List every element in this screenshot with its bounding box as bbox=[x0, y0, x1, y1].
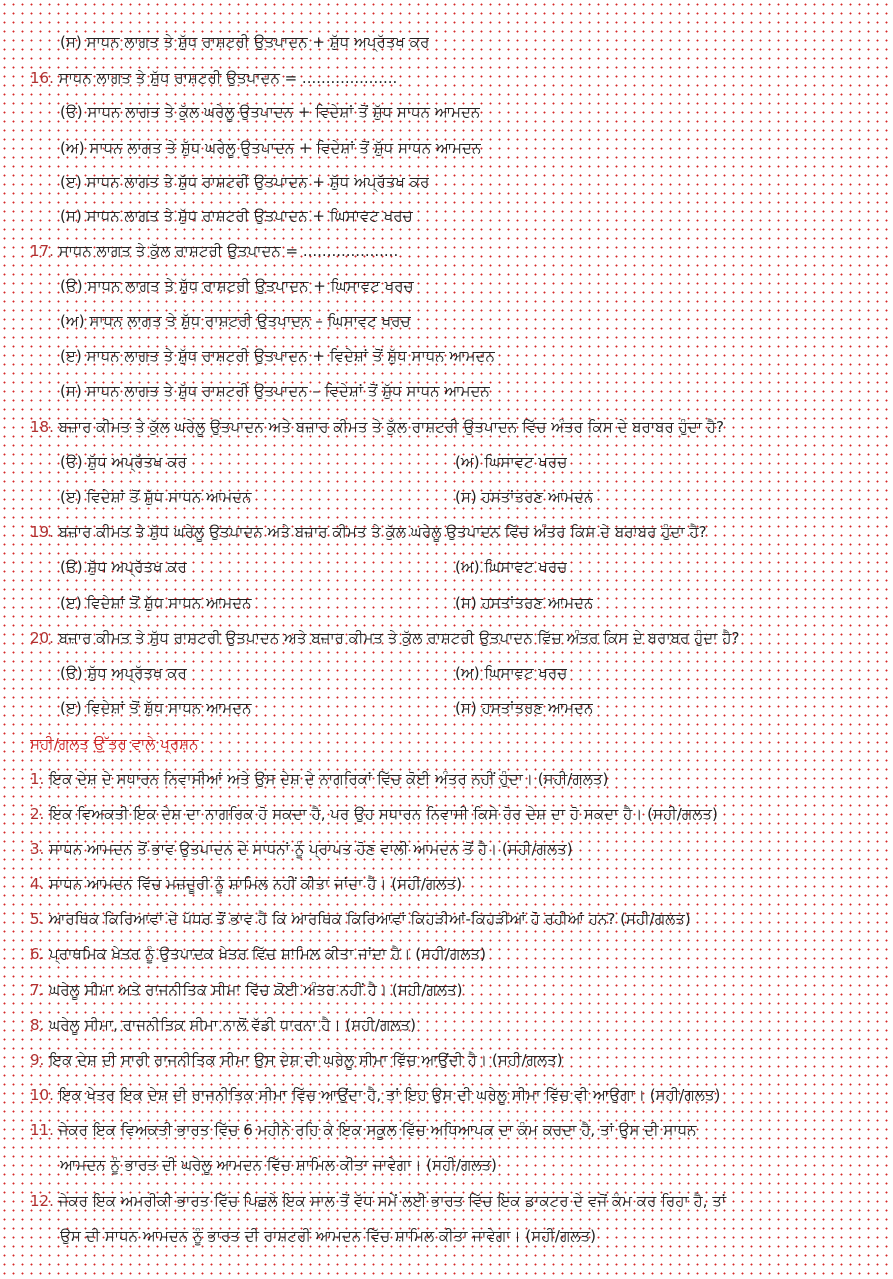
q18-option-d: (ਸ) ਹਸਤਾਂਤਰਣ ਆਮਦਨ bbox=[455, 488, 594, 506]
item-text: ਇਕ ਦੇਸ਼ ਦੇ ਸਧਾਰਨ ਨਿਵਾਸੀਆਂ ਅਤੇ ਉਸ ਦੇਸ਼ ਦੇ ਨਾਗਰਿਕਾਂ ਵਿੱਚ ਕੋਈ ਅੰਤਰ ਨਹੀਂ ਹੁੰਦਾ। (ਸਹੀ/ਗਲਤ) bbox=[49, 770, 609, 788]
item-text: ਸਾਧਨ ਆਮਦਨ ਤੋਂ ਭਾਵ ਉਤਪਾਦਨ ਦੇ ਸਾਧਨਾਂ ਨੂੰ ਪ੍ਰਾਪਤ ਹੋਣ ਵਾਲੀ ਆਮਦਨ ਤੋਂ ਹੈ। (ਸਹੀ/ਗਲਤ) bbox=[49, 840, 573, 858]
tf-item bbox=[30, 1191, 887, 1211]
item-text: ਘਰੇਲੂ ਸੀਮਾ ਅਤੇ ਰਾਜਨੀਤਿਕ ਸੀਮਾ ਵਿੱਚ ਕੋਈ ਅੰਤਰ ਨਹੀਂ ਹੈ। (ਸਹੀ/ਗਲਤ) bbox=[49, 981, 463, 999]
question-19 bbox=[30, 522, 887, 542]
item-number: 9. bbox=[30, 1051, 45, 1069]
tf-item bbox=[30, 909, 887, 929]
q17-option-b: (ਅ) ਸਾਧਨ ਲਾਗਤ ਤੇ ਸ਼ੁੱਧ ਰਾਸ਼ਟਰੀ ਉਤਪਾਦਨ – ਘਿਸਾਵਟ ਖਰਚ bbox=[60, 312, 411, 330]
tf-item-continuation: ਉਸ ਦੀ ਸਾਧਨ ਆਮਦਨ ਨੂੰ ਭਾਰਤ ਦੀ ਰਾਸ਼ਟਰੀ ਆਮਦਨ ਵਿੱਚ ਸ਼ਾਮਿਲ ਕੀਤਾ ਜਾਵੇਗਾ। (ਸਹੀ/ਗਲਤ) bbox=[60, 1227, 597, 1245]
q16-option-d: (ਸ) ਸਾਧਨ ਲਾਗਤ ਤੇ ਸ਼ੁੱਧ ਰਾਸ਼ਟਰੀ ਉਤਪਾਦਨ + ਘਿਸਾਵਟ ਖਰਚ bbox=[60, 207, 413, 225]
item-text: ਇਕ ਖੇਤਰ ਇਕ ਦੇਸ਼ ਦੀ ਰਾਜਨੀਤਿਕ ਸੀਮਾ ਵਿੱਚ ਆਉਂਦਾ ਹੈ, ਤਾਂ ਇਹ ਉਸ ਦੀ ਘਰੇਲੂ ਸੀਮਾ ਵਿੱਚ ਵੀ ਆਉਗਾ। (ਸਹੀ/ਗਲਤ) bbox=[58, 1086, 721, 1104]
item-number: 10. bbox=[30, 1086, 54, 1104]
q16-option-a: (ੳ) ਸਾਧਨ ਲਾਗਤ ਤੇ ਕੁੱਲ ਘਰੇਲੂ ਉਤਪਾਦਨ + ਵਿਦੇਸ਼ਾਂ ਤੋਂ ਸ਼ੁੱਧ ਸਾਧਨ ਆਮਦਨ bbox=[60, 103, 481, 121]
q20-option-b: (ਅ) ਘਿਸਾਵਟ ਖਰਚ bbox=[455, 664, 568, 682]
tf-item bbox=[30, 980, 887, 1000]
tf-item bbox=[30, 1120, 887, 1140]
question-number: 17. bbox=[30, 242, 54, 260]
question-20 bbox=[30, 628, 887, 648]
item-text: ਆਰਥਿਕ ਕਿਰਿਆਵਾਂ ਦੇ ਪੱਧਰ ਤੋਂ ਭਾਵ ਹੈ ਕਿ ਆਰਥਿਕ ਕਿਰਿਆਵਾਂ ਕਿਹੜੀਆਂ-ਕਿਹੜੀਆਂ ਹੋ ਰਹੀਆਂ ਹਨ? (ਸਹੀ/ਗਲਤ) bbox=[49, 910, 691, 928]
item-number: 11. bbox=[30, 1121, 54, 1139]
question-number: 20. bbox=[30, 629, 54, 647]
question-16 bbox=[30, 68, 397, 88]
item-number: 12. bbox=[30, 1192, 54, 1210]
item-text: ਸਾਧਨ ਆਮਦਨ ਵਿੱਚ ਮਜ਼ਦੂਰੀ ਨੂੰ ਸ਼ਾਮਿਲ ਨਹੀਂ ਕੀਤਾ ਜਾਂਦਾ ਹੈ। (ਸਹੀ/ਗਲਤ) bbox=[49, 875, 462, 893]
tf-item bbox=[30, 769, 887, 789]
q17-option-c: (ੲ) ਸਾਧਨ ਲਾਗਤ ਤੇ ਸ਼ੁੱਧ ਰਾਸ਼ਟਰੀ ਉਤਪਾਦਨ + ਵਿਦੇਸ਼ਾਂ ਤੋਂ ਸ਼ੁੱਧ ਸਾਧਨ ਆਮਦਨ bbox=[60, 347, 495, 365]
q17-option-a: (ੳ) ਸਾਧਨ ਲਾਗਤ ਤੇ ਸ਼ੁੱਧ ਰਾਸ਼ਟਰੀ ਉਤਪਾਦਨ + ਘਿਸਾਵਟ ਖਰਚ bbox=[60, 277, 414, 295]
q17-option-d: (ਸ) ਸਾਧਨ ਲਾਗਤ ਤੇ ਸ਼ੁੱਧ ਰਾਸ਼ਟਰੀ ਉਤਪਾਦਨ – ਵਿਦੇਸ਼ਾਂ ਤੋਂ ਸ਼ੁੱਧ ਸਾਧਨ ਆਮਦਨ bbox=[60, 382, 490, 400]
tf-item bbox=[30, 944, 887, 964]
question-text: ਬਜ਼ਾਰ ਕੀਮਤ ਤੇ ਸ਼ੁੱਧ ਰਾਸ਼ਟਰੀ ਉਤਪਾਦਨ ਅਤੇ ਬਜ਼ਾਰ ਕੀਮਤ ਤੇ ਕੁੱਲ ਰਾਸ਼ਟਰੀ ਉਤਪਾਦਨ ਵਿੱਚ ਅੰਤਰ ਕਿਸ ਦੇ ਬਰਾਬਰ ਹੁੰਦਾ ਹੈ? bbox=[58, 629, 740, 647]
item-number: 2. bbox=[30, 805, 45, 823]
q19-option-a: (ੳ) ਸ਼ੁੱਧ ਅਪ੍ਰੱਤਖ ਕਰ bbox=[60, 558, 187, 576]
item-text: ਇਕ ਦੇਸ਼ ਦੀ ਸਾਰੀ ਰਾਜਨੀਤਿਕ ਸੀਮਾ ਉਸ ਦੇਸ਼ ਦੀ ਘਰੇਲੂ ਸੀਮਾ ਵਿੱਚ ਆਉਂਦੀ ਹੈ। (ਸਹੀ/ਗਲਤ) bbox=[49, 1051, 563, 1069]
item-number: 6. bbox=[30, 945, 45, 963]
item-number: 7. bbox=[30, 981, 45, 999]
tf-item bbox=[30, 1015, 887, 1035]
q15-option-d: (ਸ) ਸਾਧਨ ਲਾਗਤ ਤੇ ਸ਼ੁੱਧ ਰਾਸ਼ਟਰੀ ਉਤਪਾਦਨ + ਸ਼ੁੱਧ ਅਪ੍ਰੱਤਖ ਕਰ bbox=[60, 33, 430, 51]
question-17 bbox=[30, 241, 398, 261]
tf-item bbox=[30, 1050, 887, 1070]
question-text: ਸਾਧਨ ਲਾਗਤ ਤੇ ਕੁੱਲ ਰਾਸ਼ਟਰੀ ਉਤਪਾਦਨ = .................... bbox=[58, 242, 399, 260]
q20-option-d: (ਸ) ਹਸਤਾਂਤਰਣ ਆਮਦਨ bbox=[455, 699, 594, 717]
question-text: ਬਜ਼ਾਰ ਕੀਮਤ ਤੇ ਕੁੱਲ ਘਰੇਲੂ ਉਤਪਾਦਨ ਅਤੇ ਬਜ਼ਾਰ ਕੀਮਤ ਤੇ ਕੁੱਲ ਰਾਸ਼ਟਰੀ ਉਤਪਾਦਨ ਵਿੱਚ ਅੰਤਰ ਕਿਸ ਦੇ ਬਰਾਬਰ ਹੁੰਦਾ ਹੈ? bbox=[58, 418, 724, 436]
q18-option-b: (ਅ) ਘਿਸਾਵਟ ਖਰਚ bbox=[455, 453, 568, 471]
q16-option-c: (ੲ) ਸਾਧਨ ਲਾਗਤ ਤੇ ਸ਼ੁੱਧ ਰਾਸ਼ਟਰੀ ਉਤਪਾਦਨ + ਸ਼ੁੱਧ ਅਪ੍ਰੱਤਖ ਕਰ bbox=[60, 173, 430, 191]
item-number: 3. bbox=[30, 840, 45, 858]
tf-item bbox=[30, 804, 887, 824]
q20-option-a: (ੳ) ਸ਼ੁੱਧ ਅਪ੍ਰੱਤਖ ਕਰ bbox=[60, 664, 187, 682]
item-number: 8. bbox=[30, 1016, 45, 1034]
tf-item bbox=[30, 874, 887, 894]
question-number: 18. bbox=[30, 418, 54, 436]
question-number: 16. bbox=[30, 69, 54, 87]
q18-option-c: (ੲ) ਵਿਦੇਸ਼ਾਂ ਤੋਂ ਸ਼ੁੱਧ ਸਾਧਨ ਆਮਦਨ bbox=[60, 488, 252, 506]
item-text: ਘਰੇਲੂ ਸੀਮਾ, ਰਾਜਨੀਤਿਕ ਸੀਮਾ ਨਾਲੋਂ ਵੱਡੀ ਧਾਰਨਾ ਹੈ। (ਸਹੀ/ਗਲਤ) bbox=[49, 1016, 417, 1034]
item-number: 5. bbox=[30, 910, 45, 928]
section-heading: ਸਹੀ/ਗਲਤ ਉੱਤਰ ਵਾਲੇ ਪ੍ਰਸ਼ਨ bbox=[30, 735, 199, 753]
question-number: 19. bbox=[30, 523, 54, 541]
tf-item-continuation: ਆਮਦਨ ਨੂੰ ਭਾਰਤ ਦੀ ਘਰੇਲੂ ਆਮਦਨ ਵਿੱਚ ਸ਼ਾਮਿਲ ਕੀਤਾ ਜਾਵੇਗਾ। (ਸਹੀ/ਗਲਤ) bbox=[60, 1156, 497, 1174]
item-text: ਪ੍ਰਾਥਮਿਕ ਖੇਤਰ ਨੂੰ ਉਤਪਾਦਕ ਖੇਤਰ ਵਿੱਚ ਸ਼ਾਮਿਲ ਕੀਤਾ ਜਾਂਦਾ ਹੈ। (ਸਹੀ/ਗਲਤ) bbox=[49, 945, 486, 963]
question-text: ਬਜ਼ਾਰ ਕੀਮਤ ਤੇ ਸ਼ੁੱਧ ਘਰੇਲੂ ਉਤਪਾਦਨ ਅਤੇ ਬਜ਼ਾਰ ਕੀਮਤ ਤੇ ਕੁੱਲ ਘਰੇਲੂ ਉਤਪਾਦਨ ਵਿੱਚ ਅੰਤਰ ਕਿਸ ਦੇ ਬਰਾਬਰ ਹੁੰਦਾ ਹੈ? bbox=[58, 523, 707, 541]
q18-option-a: (ੳ) ਸ਼ੁੱਧ ਅਪ੍ਰੱਤਖ ਕਰ bbox=[60, 453, 187, 471]
item-text: ਇਕ ਵਿਅਕਤੀ ਇਕ ਦੇਸ਼ ਦਾ ਨਾਗਰਿਕ ਹੋ ਸਕਦਾ ਹੈ, ਪਰ ਉਹ ਸਧਾਰਨ ਨਿਵਾਸੀ ਕਿਸੇ ਹੋਰ ਦੇਸ਼ ਦਾ ਹੋ ਸਕਦਾ ਹੈ। (ਸਹੀ/ਗਲਤ) bbox=[49, 805, 718, 823]
tf-item bbox=[30, 1085, 887, 1105]
item-number: 4. bbox=[30, 875, 45, 893]
q19-option-c: (ੲ) ਵਿਦੇਸ਼ਾਂ ਤੋਂ ਸ਼ੁੱਧ ਸਾਧਨ ਆਮਦਨ bbox=[60, 594, 252, 612]
item-number: 1. bbox=[30, 770, 45, 788]
q20-option-c: (ੲ) ਵਿਦੇਸ਼ਾਂ ਤੋਂ ਸ਼ੁੱਧ ਸਾਧਨ ਆਮਦਨ bbox=[60, 699, 252, 717]
tf-item bbox=[30, 839, 887, 859]
question-18 bbox=[30, 417, 887, 437]
q19-option-d: (ਸ) ਹਸਤਾਂਤਰਣ ਆਮਦਨ bbox=[455, 594, 594, 612]
item-text: ਜੇਕਰ ਇਕ ਅਮਰੀਕੀ ਭਾਰਤ ਵਿੱਚ ਪਿਛਲੇ ਇਕ ਸਾਲ ਤੋਂ ਵੱਧ ਸਮੇਂ ਲਈ ਭਾਰਤ ਵਿੱਚ ਇਕ ਡਾਕਟਰ ਦੇ ਵਜੋਂ ਕੰਮ ਕਰ ਰਿਹਾ ਹੈ, ਤਾਂ bbox=[58, 1192, 727, 1210]
q19-option-b: (ਅ) ਘਿਸਾਵਟ ਖਰਚ bbox=[455, 558, 568, 576]
item-text: ਜੇਕਰ ਇਕ ਵਿਅਕਤੀ ਭਾਰਤ ਵਿੱਚ 6 ਮਹੀਨੇ ਰਹਿ ਕੇ ਇਕ ਸਕੂਲ ਵਿੱਚ ਅਧਿਆਪਕ ਦਾ ਕੰਮ ਕਰਦਾ ਹੈ, ਤਾਂ ਉਸ ਦੀ ਸਾਧਨ bbox=[58, 1121, 697, 1139]
question-text: ਸਾਧਨ ਲਾਗਤ ਤੇ ਸ਼ੁੱਧ ਰਾਸ਼ਟਰੀ ਉਤਪਾਦਨ = .................... bbox=[58, 69, 398, 87]
q16-option-b: (ਅ) ਸਾਧਨ ਲਾਗਤ ਤੇ ਸ਼ੁੱਧ ਘਰੇਲੂ ਉਤਪਾਦਨ + ਵਿਦੇਸ਼ਾਂ ਤੋਂ ਸ਼ੁੱਧ ਸਾਧਨ ਆਮਦਨ bbox=[60, 139, 482, 157]
